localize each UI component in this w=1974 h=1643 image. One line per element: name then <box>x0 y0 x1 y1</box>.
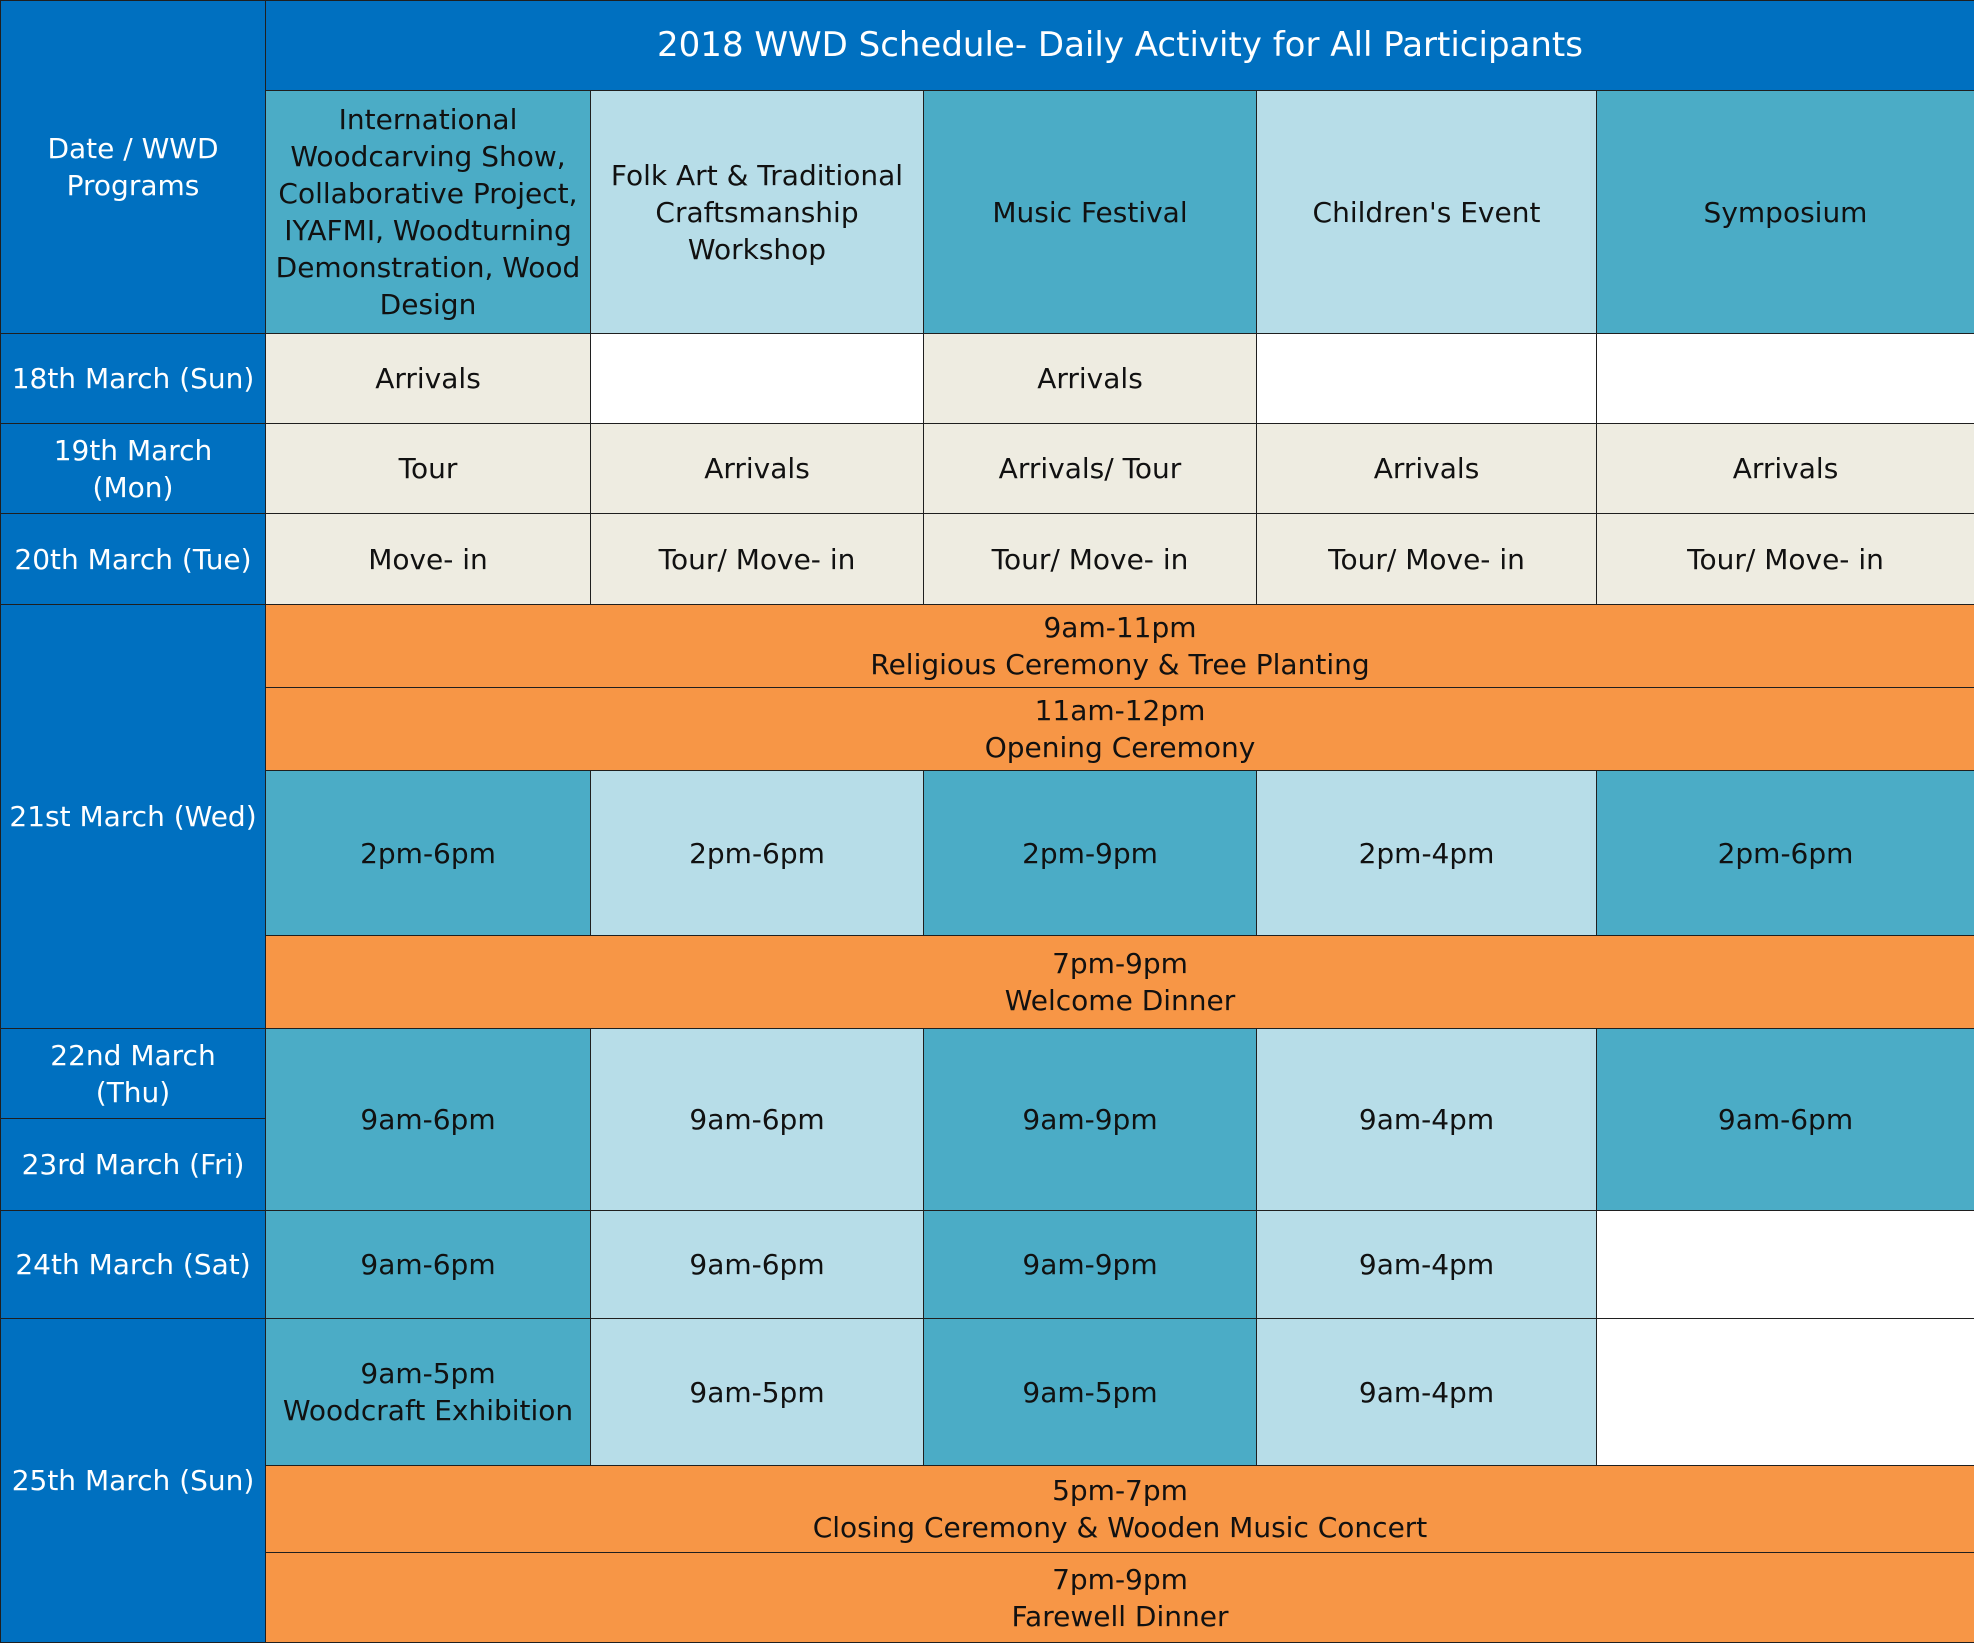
date-cell: 24th March (Sat) <box>1 1211 266 1319</box>
schedule-row <box>1 1466 1974 1553</box>
schedule-cell: 9am-6pm <box>1597 1029 1974 1211</box>
schedule-cell: 9am-6pm <box>591 1211 924 1319</box>
schedule-cell: 2pm-4pm <box>1257 771 1597 936</box>
schedule-cell: 9am-5pm <box>591 1319 924 1466</box>
schedule-row <box>1 334 1974 424</box>
all-participants-event <box>266 1466 1974 1553</box>
program-header: International Woodcarving Show, Collaborative Project, IYAFMI, Woodturning Demonstration, Wood Design <box>266 91 591 334</box>
schedule-cell <box>266 1319 591 1466</box>
event-label: Religious Ceremony & Tree Planting <box>274 646 1966 683</box>
schedule-row <box>1 688 1974 771</box>
corner-header: Date / WWD Programs <box>1 1 266 334</box>
all-participants-event <box>266 605 1974 688</box>
schedule-cell: Arrivals <box>1597 424 1974 514</box>
schedule-title: 2018 WWD Schedule- Daily Activity for All Participants <box>266 1 1974 91</box>
schedule-cell: Tour <box>266 424 591 514</box>
title-row <box>1 1 1974 91</box>
schedule-cell: 2pm-6pm <box>591 771 924 936</box>
schedule-cell: 9am-9pm <box>924 1029 1257 1211</box>
schedule-row <box>1 1319 1974 1466</box>
schedule-cell: 2pm-9pm <box>924 771 1257 936</box>
schedule-row <box>1 424 1974 514</box>
schedule-row <box>1 936 1974 1029</box>
schedule-cell: 9am-5pm <box>924 1319 1257 1466</box>
date-cell: 18th March (Sun) <box>1 334 266 424</box>
schedule-cell: 9am-6pm <box>591 1029 924 1211</box>
schedule-row <box>1 514 1974 605</box>
event-time: 9am-11pm <box>274 609 1966 646</box>
schedule-cell: 9am-4pm <box>1257 1029 1597 1211</box>
event-label: Closing Ceremony & Wooden Music Concert <box>274 1509 1966 1546</box>
event-label: Woodcraft Exhibition <box>274 1392 582 1429</box>
all-participants-event <box>266 688 1974 771</box>
event-label: Opening Ceremony <box>274 729 1966 766</box>
event-time: 7pm-9pm <box>274 1561 1966 1598</box>
schedule-cell: 9am-6pm <box>266 1211 591 1319</box>
date-cell: 19th March (Mon) <box>1 424 266 514</box>
schedule-cell: 2pm-6pm <box>266 771 591 936</box>
schedule-cell <box>1597 1211 1974 1319</box>
schedule-cell: Arrivals <box>924 334 1257 424</box>
schedule-cell <box>1597 1319 1974 1466</box>
schedule-cell: Arrivals/ Tour <box>924 424 1257 514</box>
schedule-cell: 2pm-6pm <box>1597 771 1974 936</box>
schedule-row <box>1 1553 1974 1643</box>
schedule-cell: Tour/ Move- in <box>1257 514 1597 605</box>
schedule-cell: Tour/ Move- in <box>924 514 1257 605</box>
date-cell: 22nd March (Thu) <box>1 1029 266 1119</box>
program-header: Symposium <box>1597 91 1974 334</box>
date-cell: 21st March (Wed) <box>1 605 266 1029</box>
schedule-cell: Move- in <box>266 514 591 605</box>
schedule-cell: 9am-6pm <box>266 1029 591 1211</box>
program-header: Music Festival <box>924 91 1257 334</box>
event-time: 9am-5pm <box>274 1355 582 1392</box>
schedule-row <box>1 771 1974 936</box>
schedule-row <box>1 1029 1974 1119</box>
schedule-cell: 9am-4pm <box>1257 1319 1597 1466</box>
schedule-cell <box>1597 334 1974 424</box>
schedule-cell: Arrivals <box>266 334 591 424</box>
schedule-cell: Arrivals <box>591 424 924 514</box>
event-time: 11am-12pm <box>274 692 1966 729</box>
all-participants-event <box>266 936 1974 1029</box>
event-time: 5pm-7pm <box>274 1472 1966 1509</box>
all-participants-event <box>266 1553 1974 1643</box>
date-cell: 20th March (Tue) <box>1 514 266 605</box>
schedule-cell: Tour/ Move- in <box>1597 514 1974 605</box>
event-time: 7pm-9pm <box>274 945 1966 982</box>
schedule-cell <box>1257 334 1597 424</box>
schedule-row <box>1 605 1974 688</box>
program-header-row <box>1 91 1974 334</box>
schedule-cell: 9am-4pm <box>1257 1211 1597 1319</box>
date-cell: 25th March (Sun) <box>1 1319 266 1643</box>
schedule-cell <box>591 334 924 424</box>
schedule-cell: Arrivals <box>1257 424 1597 514</box>
schedule-cell: 9am-9pm <box>924 1211 1257 1319</box>
event-label: Farewell Dinner <box>274 1598 1966 1635</box>
schedule-cell: Tour/ Move- in <box>591 514 924 605</box>
schedule-row <box>1 1211 1974 1319</box>
program-header: Folk Art & Traditional Craftsmanship Workshop <box>591 91 924 334</box>
date-cell: 23rd March (Fri) <box>1 1119 266 1211</box>
program-header: Children's Event <box>1257 91 1597 334</box>
event-label: Welcome Dinner <box>274 982 1966 1019</box>
